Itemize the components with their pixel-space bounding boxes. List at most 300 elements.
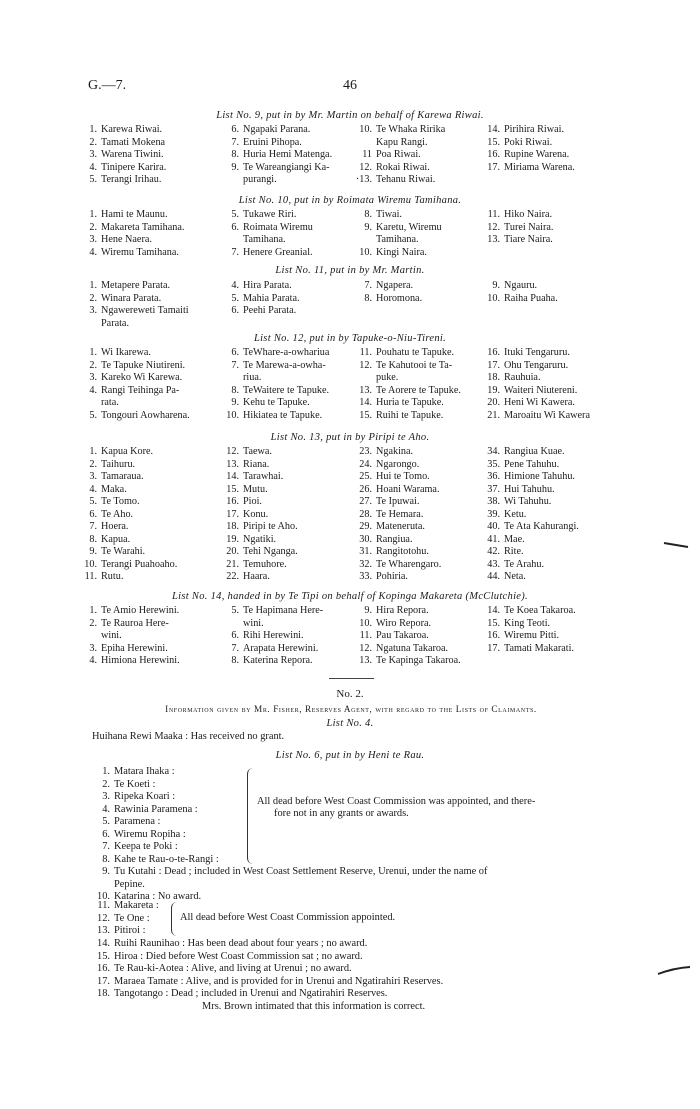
entry-text: Ripeka Koari :: [114, 791, 176, 802]
list-entry: [80, 605, 179, 618]
list-entry: [355, 559, 441, 572]
entry-name: Miriama Warena.: [504, 161, 575, 173]
entry-number: 7.: [102, 841, 110, 852]
brace-b-text: All dead before West Coast Commission appointed.: [180, 912, 396, 923]
list-entry: [355, 162, 430, 175]
entry-number: 9.: [231, 161, 239, 173]
entry-number: 22.: [226, 571, 239, 582]
list-6-title: List No. 6, put in by Heni te Rau.: [275, 750, 425, 761]
entry-number: 3.: [89, 471, 97, 482]
list-12-title: List No. 12, put in by Tapuke-o-Niu-Tireni.: [253, 333, 447, 344]
entry-name: Te Hapimana Here-: [243, 605, 324, 616]
list-entry: [222, 410, 322, 423]
entry-number: 36.: [487, 471, 500, 482]
entry-number: 12.: [226, 446, 239, 457]
list-entry: [483, 162, 575, 175]
list-entry: [355, 446, 413, 459]
entry-number: 23.: [359, 446, 372, 457]
entry-number: 15.: [359, 409, 372, 421]
list-entry: [222, 655, 313, 668]
list-entry: [80, 618, 169, 643]
list-entry: [222, 347, 329, 360]
list-entry: [222, 571, 270, 584]
margin-mark: [656, 964, 692, 978]
entry-name: Poki Riwai.: [504, 136, 553, 148]
entry-name: Pohiria.: [376, 571, 408, 582]
entry-number: 29.: [359, 521, 372, 532]
entry-name: Terangi Puahoaho.: [101, 558, 178, 570]
entry-number: 32.: [359, 558, 372, 570]
entry-name: Wiro Repora.: [376, 617, 432, 629]
entry-name-cont: purangi.: [243, 174, 277, 185]
list-entry: [222, 137, 302, 150]
entry-number: 10.: [84, 558, 97, 570]
list-entry: [222, 124, 310, 137]
entry-number: 10.: [487, 292, 500, 304]
entry-number: 7.: [364, 280, 372, 291]
entry-name: Rupine Warena.: [504, 149, 570, 160]
list-entry: [222, 605, 323, 630]
entry-number: 11.: [359, 630, 372, 641]
entry-number: 15.: [226, 483, 239, 495]
list-entry: [80, 534, 130, 547]
list-entry: [355, 484, 440, 497]
entry-text: Kahe te Rau-o-te-Rangi :: [114, 853, 219, 865]
entry-name: Tiwai.: [376, 209, 402, 220]
entry-name: TeWaitere te Tapuke.: [243, 384, 330, 396]
entry-name: Pouhatu te Tapuke.: [376, 347, 455, 358]
list-entry: [80, 471, 144, 484]
entry-name: Roimata Wiremu: [243, 221, 313, 233]
entry-name: Ituki Tengaruru.: [504, 347, 570, 358]
entry-number: 9.: [102, 866, 110, 877]
entry-number: 5.: [89, 174, 97, 185]
entry-number: 14.: [97, 938, 110, 949]
entry-number: 5.: [102, 816, 110, 827]
document-reference: G.—7.: [88, 78, 127, 93]
entry-name: Ngarongo.: [376, 458, 420, 470]
entry-number: 5.: [89, 409, 97, 421]
list-entry: [80, 385, 179, 410]
entry-name: Te Kahutooi te Ta-: [376, 359, 453, 371]
entry-number: 15.: [487, 617, 500, 629]
entry-name: Pioi.: [243, 496, 262, 507]
entry-name: Ngakina.: [376, 446, 414, 457]
entry-number: 11.: [97, 900, 110, 911]
list-entry: [483, 234, 553, 247]
entry-number: 15.: [487, 136, 500, 148]
entry-number: 9.: [364, 221, 372, 233]
entry-name: Pirihira Riwai.: [504, 124, 564, 135]
entry-row: [92, 925, 159, 938]
list-entry: [80, 347, 151, 360]
entry-number: 4.: [89, 384, 97, 396]
entry-name: Huria Hemi Matenga.: [243, 149, 333, 160]
list-entry: [222, 293, 300, 306]
entry-name: Huria te Tapuke.: [376, 397, 444, 408]
entry-number: 17.: [487, 161, 500, 173]
entry-number: 12.: [359, 359, 372, 371]
entry-name: Neta.: [504, 571, 526, 582]
entry-name: Rutu.: [101, 571, 124, 582]
entry-number: 8.: [102, 853, 110, 865]
entry-name: Pene Tahuhu.: [504, 458, 560, 470]
entry-number: 3.: [89, 305, 97, 316]
section-number: No. 2.: [336, 688, 364, 700]
entries-group-b: [92, 900, 159, 938]
entry-number: 34.: [487, 446, 500, 457]
list-entry: [80, 124, 162, 137]
entry-number: 10.: [359, 617, 372, 629]
entry-name: Haara.: [243, 571, 270, 582]
list-entry: [80, 655, 180, 668]
entry-number: 11.: [359, 347, 372, 358]
list-entry: [483, 360, 568, 373]
list-entry: [80, 643, 168, 656]
entry-name: Rauhuia.: [504, 372, 541, 383]
entry-number: 38.: [487, 496, 500, 507]
entry-name: Hui Tahuhu.: [504, 483, 555, 495]
entry-name: Epiha Herewini.: [101, 642, 168, 654]
entry-number: 6.: [102, 828, 110, 840]
entry-name: Rangitotohu.: [376, 546, 429, 557]
entry-name: Te Rauroa Here-: [101, 617, 169, 629]
entry-name: Metapere Parata.: [101, 280, 171, 291]
list-entry: [483, 484, 555, 497]
entry-number: 26.: [359, 483, 372, 495]
list-entry: [222, 397, 310, 410]
list-entry: [483, 509, 526, 522]
entry-name-cont: Parata.: [101, 317, 130, 329]
entry-number: 4.: [89, 655, 97, 666]
entry-name: Warena Tiwini.: [101, 149, 164, 160]
brace-a-text-2: fore not in any grants or awards.: [274, 808, 409, 819]
list-entry: [80, 559, 177, 572]
list-10-title: List No. 10, put in by Roimata Wiremu Tamihana.: [238, 195, 462, 206]
entry-name: Te Wareangiangi Ka-: [243, 161, 330, 173]
entry-text: Keepa te Poki :: [114, 841, 178, 852]
entry-name: Tehanu Riwai.: [376, 174, 436, 185]
list-entry: [483, 280, 537, 293]
list-entry: [222, 385, 329, 398]
entry-name-cont: wini.: [243, 617, 264, 629]
entry-number: 13.: [487, 234, 500, 245]
entry-name: Hira Parata.: [243, 280, 292, 291]
entry-name: Kingi Naira.: [376, 246, 427, 258]
entry-name: Te Warahi.: [101, 546, 146, 557]
list-entry: [222, 209, 296, 222]
entry-number: 9.: [364, 605, 372, 616]
entry-name: Hami te Maunu.: [101, 209, 168, 220]
entry-name: Te Wharengaro.: [376, 558, 442, 570]
list-13-title: List No. 13, put in by Piripi te Aho.: [270, 432, 430, 443]
list-entry: [355, 605, 429, 618]
entry-text: Maraea Tamate : Alive, and is provided for in Urenui and Ngatirahiri Reserves.: [114, 975, 444, 987]
entry-number: 3.: [89, 234, 97, 245]
entry-name: Wiremu Pitti.: [504, 630, 560, 641]
entry-name: Ohu Tengaruru.: [504, 359, 569, 371]
entry-number: 4.: [89, 483, 97, 495]
entry-name: Te Koea Takaroa.: [504, 605, 576, 616]
entry-number: 18.: [226, 521, 239, 532]
list-entry: [355, 293, 422, 306]
entry-number: 14.: [226, 471, 239, 482]
entry-number: 8.: [89, 533, 97, 545]
entry-number: 21.: [487, 409, 500, 421]
entry-name: Ngawereweti Tamaiti: [101, 305, 189, 316]
list-entry: [80, 360, 185, 373]
entry-number: 7.: [231, 246, 239, 258]
entry-number: 20.: [226, 546, 239, 557]
entry-name: Mae.: [504, 533, 525, 545]
entry-name: Hikiatea te Tapuke.: [243, 409, 323, 421]
entry-number: 9.: [492, 280, 500, 291]
entry-name: Te Ipuwai.: [376, 496, 420, 507]
list-entry: [483, 471, 575, 484]
entry-name: Rangiua Kuae.: [504, 446, 565, 457]
entry-number: 7.: [89, 521, 97, 532]
entry-number: 10.: [359, 124, 372, 135]
entry-name: Te Tapuke Niutireni.: [101, 359, 186, 371]
entry-number: 37.: [487, 483, 500, 495]
brace-a: [247, 768, 254, 864]
entry-name: Winara Parata.: [101, 292, 162, 304]
entry-number: 28.: [359, 508, 372, 520]
entry-name-cont: Tamihana.: [376, 234, 419, 245]
list-entry: [355, 630, 429, 643]
entry-name: Himiona Herewini.: [101, 655, 180, 666]
entry-number: 3.: [102, 791, 110, 802]
list-4-title: List No. 4.: [326, 718, 374, 729]
list-entry: [222, 280, 292, 293]
entry-name: Tamati Mokena: [101, 136, 166, 148]
list-entry: [80, 521, 128, 534]
entries-group-c: [92, 938, 443, 1001]
entry-name: Te Ata Kahurangi.: [504, 521, 579, 532]
list-entry: [80, 162, 166, 175]
entry-number: 1.: [89, 124, 97, 135]
list-entry: [355, 534, 413, 547]
entry-name: Mateneruta.: [376, 521, 425, 532]
entry-text: Te One :: [114, 912, 150, 924]
entry-text: Te Rau-ki-Aotea : Alive, and living at Urenui ; no award.: [114, 963, 352, 974]
entry-name-cont: rata.: [101, 397, 119, 408]
list-entry: [222, 222, 313, 247]
entry-number: 30.: [359, 533, 372, 545]
entry-number: 5.: [231, 209, 239, 220]
entry-name: Maka.: [101, 483, 127, 495]
list-entry: [355, 360, 452, 385]
entry-name: Arapata Herewini.: [243, 642, 319, 654]
list-entry: [80, 234, 152, 247]
entry-number: 17.: [487, 642, 500, 654]
entry-number: 7.: [231, 642, 239, 654]
entry-name: Te Arahu.: [504, 558, 545, 570]
entry-text: Matara Ihaka :: [114, 766, 175, 777]
entry-9: [92, 866, 487, 904]
entry-number: 3.: [89, 372, 97, 383]
entry-number: 12.: [359, 161, 372, 173]
list-entry: [483, 546, 524, 559]
list-entry: [483, 410, 590, 423]
entry-name: Pau Takaroa.: [376, 630, 429, 641]
entry-name: Waiteri Niutereni.: [504, 384, 578, 396]
entry-name: Te Tomo.: [101, 496, 140, 507]
entry-name: Horomona.: [376, 292, 423, 304]
list-entry: [483, 643, 574, 656]
list-entry: [80, 293, 161, 306]
entry-number: 14.: [487, 124, 500, 135]
entry-number: 8.: [231, 149, 239, 160]
list-entry: [355, 280, 413, 293]
entry-number: 1.: [89, 605, 97, 616]
entry-name: Te Hemara.: [376, 508, 424, 520]
list-4-entry: Huihana Rewi Maaka : Has received no grant.: [92, 731, 285, 742]
list-entry: [80, 372, 182, 385]
entry-number: 14.: [487, 605, 500, 616]
list-entry: [355, 496, 419, 509]
entry-name: Kapua.: [101, 533, 131, 545]
list-entry: [483, 605, 576, 618]
entry-name: Te Marewa-a-owha-: [243, 359, 326, 371]
list-entry: [355, 459, 419, 472]
entry-text: Rawinia Paramena :: [114, 803, 198, 815]
entry-row: [92, 766, 219, 779]
entry-name: Temuhore.: [243, 558, 287, 570]
entry-row: [92, 841, 219, 854]
entry-text: Paramena :: [114, 816, 161, 827]
entry-number: 11.: [487, 209, 500, 220]
list-entry: [80, 509, 133, 522]
entry-number: 10.: [226, 409, 239, 421]
entry-number: 2.: [89, 359, 97, 371]
list-entry: [222, 484, 268, 497]
list-entry: [222, 534, 276, 547]
entry-name: Eruini Pihopa.: [243, 136, 302, 148]
entry-number: 16.: [226, 496, 239, 507]
entry-number: 16.: [487, 347, 500, 358]
entry-text: Tangotango : Dead ; included in Urenui and Ngatirahiri Reserves.: [114, 988, 388, 999]
list-entry: [222, 546, 298, 559]
list-entry: [355, 643, 448, 656]
list-entry: [222, 149, 332, 162]
list-entry: [355, 124, 445, 149]
entry-name-cont: wini.: [101, 630, 122, 641]
entry-number: 2.: [89, 136, 97, 148]
list-entry: [355, 174, 435, 187]
entry-name: Kapua Kore.: [101, 446, 154, 457]
entry-name: Te Aho.: [101, 508, 134, 520]
entry-number: 44.: [487, 571, 500, 582]
entry-name: TeWhare-a-owhariua: [243, 347, 330, 358]
list-entry: [222, 559, 287, 572]
entry-number: 5.: [89, 496, 97, 507]
entry-name: Maroaitu Wi Kawera: [504, 409, 590, 421]
entry-name-cont: Tamihana.: [243, 234, 286, 245]
brace-a-text-1: All dead before West Coast Commission was appointed, and there-: [257, 796, 536, 807]
entry-name: Mutu.: [243, 483, 268, 495]
entry-name: Ngauru.: [504, 280, 538, 291]
entry-number: 42.: [487, 546, 500, 557]
list-entry: [483, 347, 570, 360]
entry-name: Ngapera.: [376, 280, 414, 291]
entry-name: Tongouri Aowharena.: [101, 409, 190, 421]
entry-number: 13.: [226, 458, 239, 470]
list-14-title: List No. 14, handed in by Te Tipi on behalf of Kopinga Makareta (McClutchie).: [172, 591, 528, 602]
entry-text: Katarina : No award.: [114, 891, 202, 902]
entry-name: Katerina Repora.: [243, 655, 313, 666]
list-entry: [355, 410, 443, 423]
list-entry: [355, 618, 431, 631]
entry-name: Peehi Parata.: [243, 305, 297, 316]
list-entry: [483, 559, 544, 572]
entry-number: 6.: [89, 508, 97, 520]
list-entry: [222, 521, 298, 534]
list-entry: [355, 247, 427, 260]
list-entry: [483, 397, 575, 410]
page-header: [88, 78, 612, 96]
entry-number: 16.: [487, 149, 500, 160]
entry-number: 24.: [359, 458, 372, 470]
entry-number: 21.: [226, 558, 239, 570]
list-entry: [355, 509, 423, 522]
entry-name: Te Kapinga Takaroa.: [376, 655, 461, 666]
list-entry: [80, 222, 184, 235]
list-entry: [80, 247, 179, 260]
entry-name: Tarawhai.: [243, 471, 284, 482]
entry-number: 35.: [487, 458, 500, 470]
entry-name: Heni Wi Kawera.: [504, 397, 575, 408]
entry-name: Tiare Naira.: [504, 234, 553, 245]
entry-name: Rihi Herewini.: [243, 630, 304, 641]
list-entry: [80, 546, 145, 559]
entry-number: 2.: [89, 292, 97, 304]
entry-number: 7.: [231, 136, 239, 148]
entry-name: Himione Tahuhu.: [504, 471, 575, 482]
section-divider: [329, 678, 374, 679]
entry-number: 7.: [231, 359, 239, 371]
list-entry: [355, 655, 461, 668]
entry-name: Ngatuna Takaroa.: [376, 642, 449, 654]
list-entry: [80, 459, 135, 472]
list-entry: [483, 149, 569, 162]
entry-number: 10.: [97, 891, 110, 902]
entry-name: Tukawe Riri.: [243, 209, 297, 220]
list-entry: [355, 222, 442, 247]
entry-number: 25.: [359, 471, 372, 482]
entry-number: 3.: [89, 642, 97, 654]
entry-number: 27.: [359, 496, 372, 507]
list-entry: [483, 571, 526, 584]
entry-number: 15.: [97, 950, 110, 962]
entry-name: Poa Riwai.: [376, 149, 421, 160]
list-entry: [483, 124, 564, 137]
entry-name: Rokai Riwai.: [376, 161, 430, 173]
entry-name: Ngatiki.: [243, 533, 277, 545]
entry-number: 8.: [364, 292, 372, 304]
entry-name: Riana.: [243, 458, 270, 470]
entry-number: 11: [362, 149, 372, 160]
entry-number: 40.: [487, 521, 500, 532]
entry-name: Tehi Nganga.: [243, 546, 298, 557]
list-entry: [222, 471, 283, 484]
list-entry: [355, 347, 454, 360]
entry-name: Tinipere Karira.: [101, 161, 167, 173]
entry-number: 33.: [359, 571, 372, 582]
entry-name: Ketu.: [504, 508, 527, 520]
entry-number: 18.: [487, 372, 500, 383]
list-entry: [80, 446, 153, 459]
